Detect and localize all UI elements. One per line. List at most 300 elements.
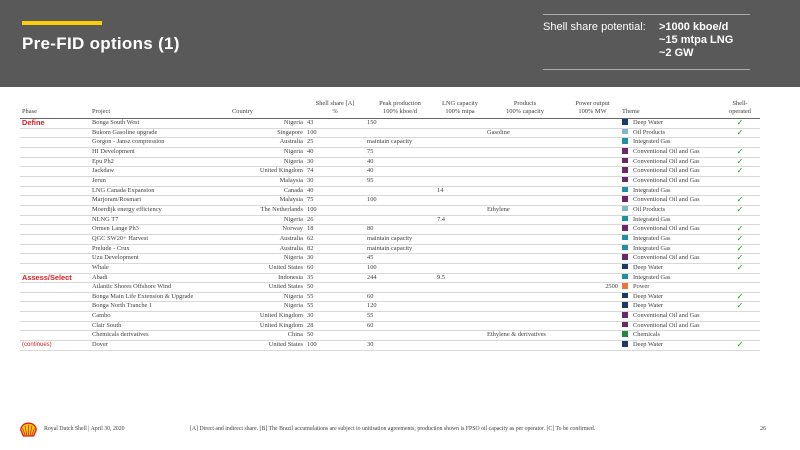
cell-theme [620, 283, 720, 293]
cell-country: Nigeria [230, 254, 305, 264]
theme-label: Integrated Gas [633, 215, 671, 223]
cell-phase [20, 283, 90, 293]
cell-share: 62 [305, 234, 365, 244]
cell-products [485, 234, 565, 244]
cell-lng [435, 225, 485, 235]
table-row [20, 234, 760, 244]
theme-color-swatch [622, 302, 628, 308]
theme-color-swatch [622, 273, 628, 279]
cell-phase [20, 138, 90, 148]
cell-lng: 7.4 [435, 215, 485, 225]
pre-fid-table [20, 100, 760, 351]
theme-label: Deep Water [633, 341, 664, 349]
cell-lng [435, 263, 485, 273]
cell-theme [620, 196, 720, 206]
cell-phase [20, 321, 90, 331]
cell-lng [435, 234, 485, 244]
theme-color-swatch [622, 138, 628, 144]
cell-country: Norway [230, 225, 305, 235]
cell-power [565, 186, 620, 196]
cell-theme [620, 263, 720, 273]
cell-lng: 9.5 [435, 273, 485, 283]
cell-lng [435, 312, 485, 322]
cell-phase [20, 254, 90, 264]
table-row [20, 128, 760, 138]
cell-peak: 100 [365, 196, 435, 206]
slide-title: Pre-FID options (1) [22, 34, 180, 53]
cell-lng [435, 167, 485, 177]
cell-power [565, 128, 620, 138]
cell-lng [435, 176, 485, 186]
cell-project: Ormen Lange Ph3 [90, 225, 230, 235]
cell-project: HI Development [90, 147, 230, 157]
cell-power [565, 147, 620, 157]
cell-phase [20, 128, 90, 138]
cell-theme [620, 128, 720, 138]
theme-color-swatch [622, 176, 628, 182]
cell-operated-check-icon: ✓ [720, 263, 760, 273]
cell-project: Dover [90, 341, 230, 351]
cell-country: Nigeria [230, 119, 305, 129]
table-row [20, 157, 760, 167]
cell-phase [20, 225, 90, 235]
cell-lng [435, 244, 485, 254]
cell-power [565, 176, 620, 186]
cell-country: Nigeria [230, 292, 305, 302]
table-row [20, 321, 760, 331]
theme-label: Integrated Gas [633, 244, 671, 252]
cell-country: Nigeria [230, 215, 305, 225]
theme-color-swatch [622, 263, 628, 269]
theme-label: Conventional Oil and Gas [633, 254, 700, 262]
cell-share: 74 [305, 167, 365, 177]
cell-country: United States [230, 341, 305, 351]
cell-country: United States [230, 283, 305, 293]
page-number: 26 [760, 426, 766, 432]
theme-color-swatch [622, 292, 628, 298]
cell-operated-check-icon: ✓ [720, 147, 760, 157]
cell-peak: 60 [365, 321, 435, 331]
cell-products [485, 157, 565, 167]
cell-project: NLNG T7 [90, 215, 230, 225]
cell-country: Malaysia [230, 196, 305, 206]
cell-share: 50 [305, 283, 365, 293]
cell-products [485, 215, 565, 225]
potential-values [659, 21, 733, 60]
cell-theme [620, 119, 720, 129]
cell-country: Nigeria [230, 157, 305, 167]
cell-lng [435, 128, 485, 138]
cell-lng [435, 331, 485, 341]
theme-color-swatch [622, 196, 628, 202]
cell-power [565, 292, 620, 302]
header-project: Project [90, 100, 230, 119]
cell-operated-check-icon: ✓ [720, 196, 760, 206]
cell-theme [620, 167, 720, 177]
cell-phase [20, 147, 90, 157]
cell-peak: maintain capacity [365, 234, 435, 244]
cell-share: 26 [305, 215, 365, 225]
theme-color-swatch [622, 234, 628, 240]
theme-label: Deep Water [633, 263, 664, 271]
table-row [20, 176, 760, 186]
cell-operated-check-icon: ✓ [720, 128, 760, 138]
theme-color-swatch [622, 225, 628, 231]
cell-phase: Define [20, 119, 90, 129]
cell-lng [435, 283, 485, 293]
theme-label: Conventional Oil and Gas [633, 167, 700, 175]
cell-power [565, 157, 620, 167]
cell-lng [435, 341, 485, 351]
cell-power [565, 119, 620, 129]
cell-lng [435, 196, 485, 206]
cell-operated-check-icon: ✓ [720, 302, 760, 312]
cell-peak: 55 [365, 312, 435, 322]
potential-label: Shell share potential: [543, 21, 646, 33]
table-row [20, 341, 760, 351]
table-row [20, 215, 760, 225]
cell-share: 60 [305, 263, 365, 273]
cell-project: Gorgon - Jansz compression [90, 138, 230, 148]
cell-share: 82 [305, 244, 365, 254]
cell-peak: 95 [365, 176, 435, 186]
cell-phase [20, 157, 90, 167]
theme-color-swatch [622, 341, 628, 347]
cell-lng [435, 157, 485, 167]
cell-peak: maintain capacity [365, 138, 435, 148]
cell-peak: 120 [365, 302, 435, 312]
cell-operated-check-icon [720, 331, 760, 341]
cell-country: United States [230, 263, 305, 273]
cell-phase [20, 302, 90, 312]
cell-share: 100 [305, 128, 365, 138]
cell-theme [620, 147, 720, 157]
theme-label: Oil Products [633, 128, 666, 136]
cell-power [565, 167, 620, 177]
cell-power [565, 205, 620, 215]
cell-products [485, 273, 565, 283]
cell-power [565, 254, 620, 264]
cell-operated-check-icon [720, 273, 760, 283]
cell-products: Ethylene [485, 205, 565, 215]
cell-project: Chemicals derivatives [90, 331, 230, 341]
theme-color-swatch [622, 312, 628, 318]
cell-peak: 244 [365, 273, 435, 283]
cell-share: 75 [305, 196, 365, 206]
cell-country: Indonesia [230, 273, 305, 283]
cell-country: Malaysia [230, 176, 305, 186]
cell-theme [620, 254, 720, 264]
cell-operated-check-icon [720, 312, 760, 322]
theme-color-swatch [622, 167, 628, 173]
cell-project: Bukom Gasoline upgrade [90, 128, 230, 138]
theme-color-swatch [622, 215, 628, 221]
theme-color-swatch [622, 331, 628, 337]
table-row [20, 205, 760, 215]
theme-color-swatch [622, 148, 628, 154]
cell-share: 55 [305, 292, 365, 302]
potential-value-gw: ~2 GW [659, 47, 694, 59]
theme-label: Deep Water [633, 292, 664, 300]
cell-power [565, 225, 620, 235]
theme-label: Chemicals [633, 331, 660, 339]
cell-country: United Kingdom [230, 312, 305, 322]
cell-peak: 40 [365, 167, 435, 177]
cell-lng [435, 138, 485, 148]
cell-share: 40 [305, 147, 365, 157]
cell-lng [435, 205, 485, 215]
table-row [20, 186, 760, 196]
cell-peak: 100 [365, 263, 435, 273]
theme-color-swatch [622, 283, 628, 289]
theme-label: Conventional Oil and Gas [633, 225, 700, 233]
header-phase: Phase [20, 100, 90, 119]
cell-power [565, 321, 620, 331]
theme-color-swatch [622, 321, 628, 327]
cell-lng [435, 302, 485, 312]
cell-theme [620, 234, 720, 244]
cell-project: Jackdaw [90, 167, 230, 177]
cell-operated-check-icon: ✓ [720, 234, 760, 244]
theme-label: Deep Water [633, 302, 664, 310]
cell-products [485, 341, 565, 351]
cell-project: Clair South [90, 321, 230, 331]
cell-theme [620, 157, 720, 167]
cell-power [565, 302, 620, 312]
header-share: Shell share [A] % [305, 100, 365, 119]
theme-label: Conventional Oil and Gas [633, 312, 700, 320]
cell-phase [20, 292, 90, 302]
table-row [20, 119, 760, 129]
cell-power [565, 244, 620, 254]
cell-phase [20, 167, 90, 177]
cell-phase [20, 244, 90, 254]
cell-share: 28 [305, 321, 365, 331]
shell-share-potential [543, 14, 750, 70]
cell-operated-check-icon [720, 176, 760, 186]
cell-lng [435, 119, 485, 129]
cell-power [565, 331, 620, 341]
cell-power [565, 312, 620, 322]
cell-products [485, 147, 565, 157]
cell-peak: 150 [365, 119, 435, 129]
cell-products [485, 263, 565, 273]
cell-phase [20, 196, 90, 206]
cell-theme [620, 302, 720, 312]
shell-logo [20, 422, 37, 438]
cell-products [485, 225, 565, 235]
theme-label: Conventional Oil and Gas [633, 196, 700, 204]
theme-label: Deep Water [633, 119, 664, 126]
cell-theme [620, 244, 720, 254]
cell-lng [435, 321, 485, 331]
theme-color-swatch [622, 186, 628, 192]
cell-share: 18 [305, 225, 365, 235]
cell-peak [365, 283, 435, 293]
cell-peak: 75 [365, 147, 435, 157]
table-row [20, 244, 760, 254]
cell-peak [365, 205, 435, 215]
slide-header [0, 0, 800, 87]
cell-operated-check-icon: ✓ [720, 205, 760, 215]
table-row [20, 196, 760, 206]
cell-operated-check-icon [720, 138, 760, 148]
cell-power [565, 341, 620, 351]
cell-products [485, 119, 565, 129]
cell-theme [620, 273, 720, 283]
cell-share: 43 [305, 119, 365, 129]
cell-country: Australia [230, 234, 305, 244]
cell-project: Moerdijk energy efficiency [90, 205, 230, 215]
cell-operated-check-icon: ✓ [720, 157, 760, 167]
cell-project: Jerun [90, 176, 230, 186]
cell-phase [20, 205, 90, 215]
theme-color-swatch [622, 254, 628, 260]
cell-lng [435, 147, 485, 157]
cell-project: Abadi [90, 273, 230, 283]
header-lng: LNG capacity 100% mtpa [435, 100, 485, 119]
cell-country: United Kingdom [230, 321, 305, 331]
table-row [20, 331, 760, 341]
cell-power [565, 273, 620, 283]
cell-phase [20, 263, 90, 273]
cell-project: Epu Ph2 [90, 157, 230, 167]
table-header-row [20, 100, 760, 119]
cell-share: 100 [305, 205, 365, 215]
cell-peak [365, 128, 435, 138]
cell-products [485, 186, 565, 196]
cell-power [565, 196, 620, 206]
table-row [20, 273, 760, 283]
cell-theme [620, 138, 720, 148]
table-row [20, 254, 760, 264]
theme-label: Conventional Oil and Gas [633, 147, 700, 155]
cell-operated-check-icon [720, 186, 760, 196]
cell-products [485, 196, 565, 206]
cell-share: 35 [305, 273, 365, 283]
cell-peak [365, 215, 435, 225]
cell-share: 50 [305, 331, 365, 341]
cell-phase: (continues) [20, 341, 90, 351]
theme-color-swatch [622, 244, 628, 250]
cell-products [485, 321, 565, 331]
cell-theme [620, 186, 720, 196]
cell-project: Atlantic Shores Offshore Wind [90, 283, 230, 293]
cell-share: 100 [305, 341, 365, 351]
cell-project: Uzu Development [90, 254, 230, 264]
cell-operated-check-icon: ✓ [720, 341, 760, 351]
cell-phase [20, 215, 90, 225]
cell-products [485, 302, 565, 312]
cell-share: 30 [305, 254, 365, 264]
cell-operated-check-icon: ✓ [720, 225, 760, 235]
cell-power [565, 234, 620, 244]
cell-peak: 60 [365, 292, 435, 302]
cell-phase [20, 312, 90, 322]
cell-operated-check-icon: ✓ [720, 292, 760, 302]
header-operated: Shell- operated [720, 100, 760, 119]
cell-lng [435, 254, 485, 264]
cell-operated-check-icon: ✓ [720, 244, 760, 254]
cell-country: Singapore [230, 128, 305, 138]
cell-products [485, 138, 565, 148]
cell-products [485, 292, 565, 302]
potential-value-kboe: >1000 kboe/d [659, 21, 729, 33]
header-country: Country [230, 100, 305, 119]
cell-peak: 45 [365, 254, 435, 264]
cell-theme [620, 215, 720, 225]
header-power: Power output 100% MW [565, 100, 620, 119]
cell-theme [620, 292, 720, 302]
cell-peak [365, 331, 435, 341]
cell-products: Gasoline [485, 128, 565, 138]
cell-lng [435, 292, 485, 302]
cell-share: 40 [305, 186, 365, 196]
cell-theme [620, 176, 720, 186]
cell-phase [20, 234, 90, 244]
cell-project: Bonga North Tranche 1 [90, 302, 230, 312]
cell-theme [620, 312, 720, 322]
accent-bar [22, 21, 102, 25]
cell-phase [20, 176, 90, 186]
cell-operated-check-icon [720, 283, 760, 293]
cell-project: Cambo [90, 312, 230, 322]
cell-power [565, 263, 620, 273]
table-row [20, 283, 760, 293]
theme-color-swatch [622, 205, 628, 211]
cell-products: Ethylene & derivatives [485, 331, 565, 341]
cell-project: Bonga South West [90, 119, 230, 129]
header-theme: Theme [620, 100, 720, 119]
footer-footnote: [A] Direct and indirect share. [B] The Brazil accumulations are subject to unitisation agreements; production shown is FPSO oil capacity as per operator. [C] To be confirmed. [190, 426, 596, 432]
cell-country: The Netherlands [230, 205, 305, 215]
theme-label: Conventional Oil and Gas [633, 321, 700, 329]
theme-color-swatch [622, 119, 628, 125]
table-row [20, 312, 760, 322]
cell-products [485, 176, 565, 186]
theme-color-swatch [622, 128, 628, 134]
cell-products [485, 167, 565, 177]
cell-country: Australia [230, 244, 305, 254]
cell-country: China [230, 331, 305, 341]
header-products: Products 100% capacity [485, 100, 565, 119]
theme-label: Integrated Gas [633, 138, 671, 146]
theme-label: Oil Products [633, 205, 666, 213]
cell-theme [620, 321, 720, 331]
cell-peak [365, 186, 435, 196]
table-row [20, 225, 760, 235]
theme-label: Integrated Gas [633, 234, 671, 242]
cell-country: United Kingdom [230, 167, 305, 177]
cell-operated-check-icon [720, 321, 760, 331]
theme-color-swatch [622, 157, 628, 163]
cell-operated-check-icon [720, 215, 760, 225]
table-row [20, 138, 760, 148]
cell-theme [620, 331, 720, 341]
cell-power: 2500 [565, 283, 620, 293]
table-row [20, 147, 760, 157]
cell-share: 30 [305, 312, 365, 322]
cell-share: 55 [305, 302, 365, 312]
table-row [20, 263, 760, 273]
cell-project: Whale [90, 263, 230, 273]
cell-operated-check-icon: ✓ [720, 254, 760, 264]
cell-project: Bonga Main Life Extension & Upgrade [90, 292, 230, 302]
theme-label: Conventional Oil and Gas [633, 176, 700, 184]
table-row [20, 292, 760, 302]
cell-products [485, 283, 565, 293]
cell-products [485, 254, 565, 264]
